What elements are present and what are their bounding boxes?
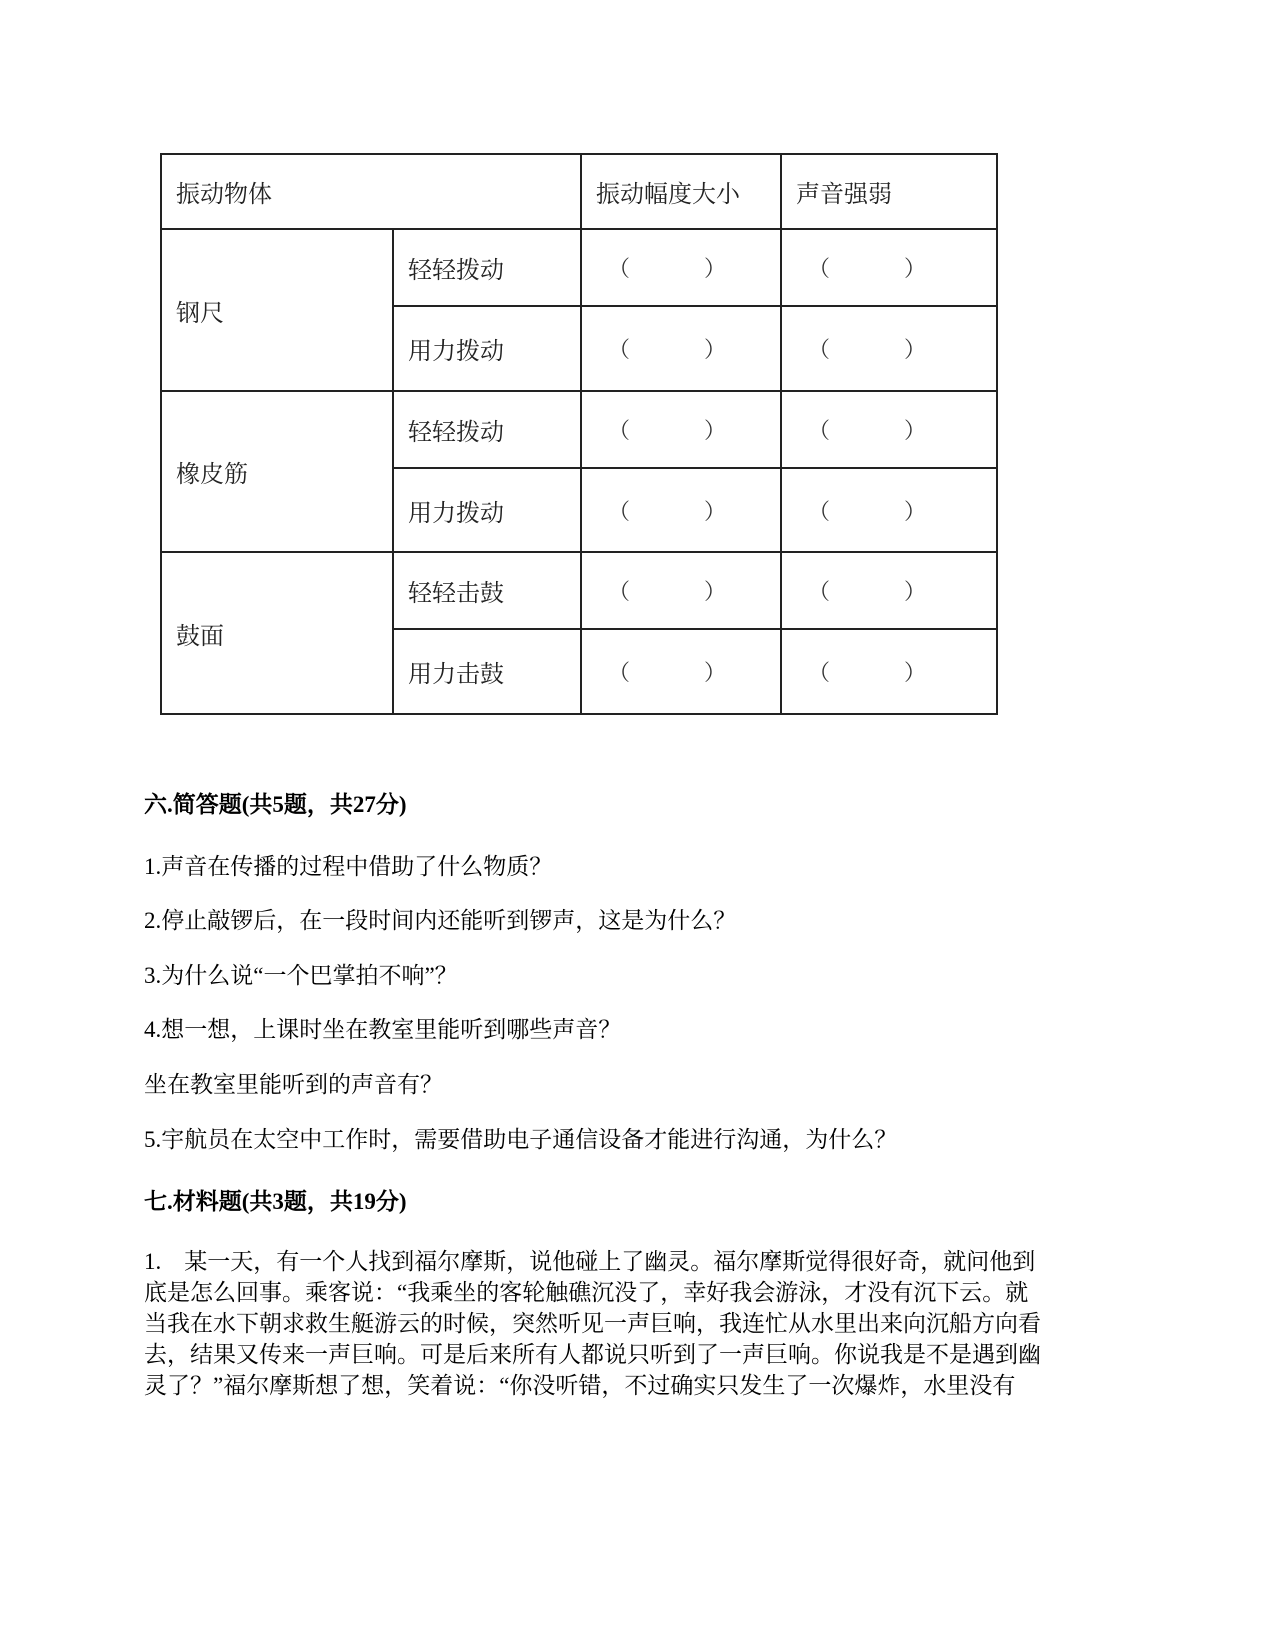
amplitude-blank[interactable]: （ ） (581, 306, 781, 391)
paragraph-line: 当我在水下朝求救生艇游云的时候，突然听见一声巨响，我连忙从水里出来向沉船方向看 (144, 1311, 1041, 1336)
amplitude-blank[interactable]: （ ） (581, 629, 781, 714)
question: 4.想一想，上课时坐在教室里能听到哪些声音？ (144, 1017, 622, 1042)
question: 5.宇航员在太空中工作时，需要借助电子通信设备才能进行沟通，为什么？ (144, 1127, 898, 1152)
header-object: 振动物体 (161, 154, 581, 229)
paragraph-line: 去，结果又传来一声巨响。可是后来所有人都说只听到了一声巨响。你说我是不是遇到幽 (144, 1342, 1041, 1367)
question: 3.为什么说“一个巴掌拍不响”？ (144, 963, 458, 988)
table-row (161, 552, 997, 629)
object-cell: 钢尺 (161, 229, 393, 391)
loudness-blank[interactable]: （ ） (781, 552, 997, 629)
amplitude-blank[interactable]: （ ） (581, 229, 781, 306)
action-cell: 轻轻击鼓 (393, 552, 581, 629)
amplitude-blank[interactable]: （ ） (581, 552, 781, 629)
question-subprompt: 坐在教室里能听到的声音有？ (144, 1072, 443, 1097)
amplitude-blank[interactable]: （ ） (581, 391, 781, 468)
loudness-blank[interactable]: （ ） (781, 391, 997, 468)
action-cell: 用力拨动 (393, 468, 581, 552)
question: 2.停止敲锣后，在一段时间内还能听到锣声，这是为什么？ (144, 908, 737, 933)
header-amplitude: 振动幅度大小 (581, 154, 781, 229)
loudness-blank[interactable]: （ ） (781, 629, 997, 714)
action-cell: 用力拨动 (393, 306, 581, 391)
loudness-blank[interactable]: （ ） (781, 468, 997, 552)
paragraph-line: 1. 某一天，有一个人找到福尔摩斯，说他碰上了幽灵。福尔摩斯觉得很好奇，就问他到 (144, 1249, 1036, 1274)
question: 1.声音在传播的过程中借助了什么物质？ (144, 854, 553, 879)
paragraph-line: 底是怎么回事。乘客说：“我乘坐的客轮触礁沉没了，幸好我会游泳，才没有沉下云。就 (144, 1280, 1029, 1305)
loudness-blank[interactable]: （ ） (781, 306, 997, 391)
object-cell: 橡皮筋 (161, 391, 393, 552)
table-row (161, 391, 997, 468)
amplitude-blank[interactable]: （ ） (581, 468, 781, 552)
paragraph-line: 灵了？”福尔摩斯想了想，笑着说：“你没听错，不过确实只发生了一次爆炸，水里没有 (144, 1373, 1016, 1398)
action-cell: 轻轻拨动 (393, 391, 581, 468)
loudness-blank[interactable]: （ ） (781, 229, 997, 306)
action-cell: 用力击鼓 (393, 629, 581, 714)
section-title-short-answer: 六.简答题(共5题，共27分) (144, 792, 407, 817)
header-loudness: 声音强弱 (781, 154, 997, 229)
table-row (161, 229, 997, 306)
section-title-material: 七.材料题(共3题，共19分) (144, 1189, 407, 1214)
object-cell: 鼓面 (161, 552, 393, 714)
experiment-table (160, 153, 998, 715)
material-paragraph (144, 1246, 1074, 1401)
table-header-row (161, 154, 997, 229)
action-cell: 轻轻拨动 (393, 229, 581, 306)
